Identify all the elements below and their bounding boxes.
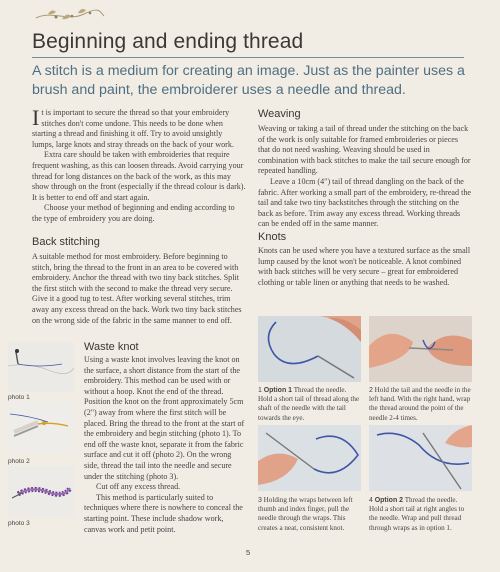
main-paragraph-2: Extra care should be taken with embroideries that require frequent washing, as this can loosen threads. Avoid carrying your thread for long distances on the back of the work, as this may show through on the front (especially if the thread colour is dark). It is better to end off and start again. <box>32 150 246 202</box>
photo-2-label: photo 2 <box>8 458 30 465</box>
floral-ornament-icon <box>34 4 106 26</box>
caption-4-number: 4 <box>369 497 373 504</box>
back-stitching-text: A suitable method for most embroidery. Before beginning to stitch, bring the thread to the front in an area to be covered with embroidery. Anchor the thread with two tiny back stitches. Split the first stitch with the second to make the thread very secure. Give it a good tug to test. After working several stitches, trim away any excess thread on the back. Work two tiny back stitches on the wrong side of the fabric in the same manner to end off. <box>32 252 242 325</box>
main-paragraph-1: t is important to secure the thread so that your embroidery stitches don't come undone. This needs to be done when starting a thread and finishing it off. Try to avoid unsightly lumps, large knots and stray threads on the back of your work. <box>32 108 234 149</box>
main-paragraph-3: Choose your method of beginning and ending according to the type of embroidery you are doing. <box>32 203 235 223</box>
knot-step-3-image <box>258 425 361 491</box>
page-title: Beginning and ending thread <box>32 30 304 53</box>
photo-2-image <box>8 402 74 452</box>
caption-4 <box>369 496 472 533</box>
photo-3-label: photo 3 <box>8 520 30 527</box>
title-rule <box>32 57 464 58</box>
caption-3 <box>258 496 361 533</box>
weaving-paragraph-2: Leave a 10cm (4") tail of thread dangling on the back of the fabric. After working a small part of the embroidery, re-thread the tail and take two tiny backstitches through the stitching on the back as before. Trim away any excess thread. Working threads can be ended off in the same manner. <box>258 176 471 229</box>
caption-3-text: Holding the wraps between left thumb and index finger, pull the needle through the wraps. This creates a neat, consistent knot. <box>258 496 353 532</box>
caption-4-option: Option 2 <box>374 497 404 504</box>
knots-heading: Knots <box>258 231 287 243</box>
waste-knot-text <box>84 355 246 535</box>
caption-1-option: Option 1 <box>263 387 293 394</box>
caption-1-number: 1 <box>258 387 262 394</box>
waste-knot-paragraph-3: This method is particularly suited to techniques where there is nowhere to conceal the starting point. These include shadow work, canvas work and petit point. <box>84 492 243 534</box>
photo-1-label: photo 1 <box>8 394 30 401</box>
weaving-heading: Weaving <box>258 108 301 120</box>
caption-2-number: 2 <box>369 387 373 394</box>
caption-1 <box>258 386 361 423</box>
drop-cap: I <box>32 105 40 130</box>
caption-4-text: Thread the needle. Hold a short tail at right angles to the needle. Wrap and pull thread through wraps as in option 1. <box>369 496 465 532</box>
intro-text: A stitch is a medium for creating an image. Just as the painter uses a brush and paint, the embroiderer uses a needle and thread. <box>32 63 465 98</box>
knot-step-4-image <box>369 425 472 491</box>
weaving-paragraph-1: Weaving or taking a tail of thread under the stitching on the back of the work is only suitable for framed embroideries or pieces that do not need washing. Weaving should be used in combination with back stitches to make the tail secure enough for repeated handling. <box>258 124 471 176</box>
waste-knot-heading: Waste knot <box>84 341 139 353</box>
page-number: 5 <box>246 548 251 557</box>
back-stitching-heading: Back stitching <box>32 236 100 248</box>
waste-knot-paragraph-1: Using a waste knot involves leaving the knot on the surface, a short distance from the start of the embroidery. This method can be used with or without a hoop. Knot the end of the thread. Position the knot on the front approximately 5cm (2") away from where the first stitch will be placed. Bring the thread to the front at the start of the embroidery and begin stitching (photo 1). To end off the waste knot, separate it from the fabric surface and cut it off (photo 2). On the wrong side, thread the tail into the needle and secure under the stitching (photo 3). <box>84 355 245 481</box>
photo-3-image <box>8 466 74 516</box>
caption-3-number: 3 <box>258 497 262 504</box>
weaving-text <box>258 124 472 230</box>
knots-text: Knots can be used where you have a textured surface as the small lump caused by the knot won't be noticeable. A knot combined with back stitches will be very secure – great for embroidered clothing or table linen or anything that needs to be washed. <box>258 246 471 287</box>
knot-step-1-image <box>258 316 361 382</box>
caption-2-text: Hold the tail and the needle in the left hand. With the right hand, wrap the thread around the point of the needle 2-4 times. <box>369 386 471 422</box>
main-text <box>32 105 246 225</box>
caption-1-text: Thread the needle. Hold a short tail of thread along the shaft of the needle with the tail towards the eye. <box>258 386 360 422</box>
caption-2 <box>369 386 472 423</box>
knot-step-2-image <box>369 316 472 382</box>
waste-knot-paragraph-2: Cut off any excess thread. <box>96 482 181 492</box>
photo-1-image <box>8 342 74 392</box>
